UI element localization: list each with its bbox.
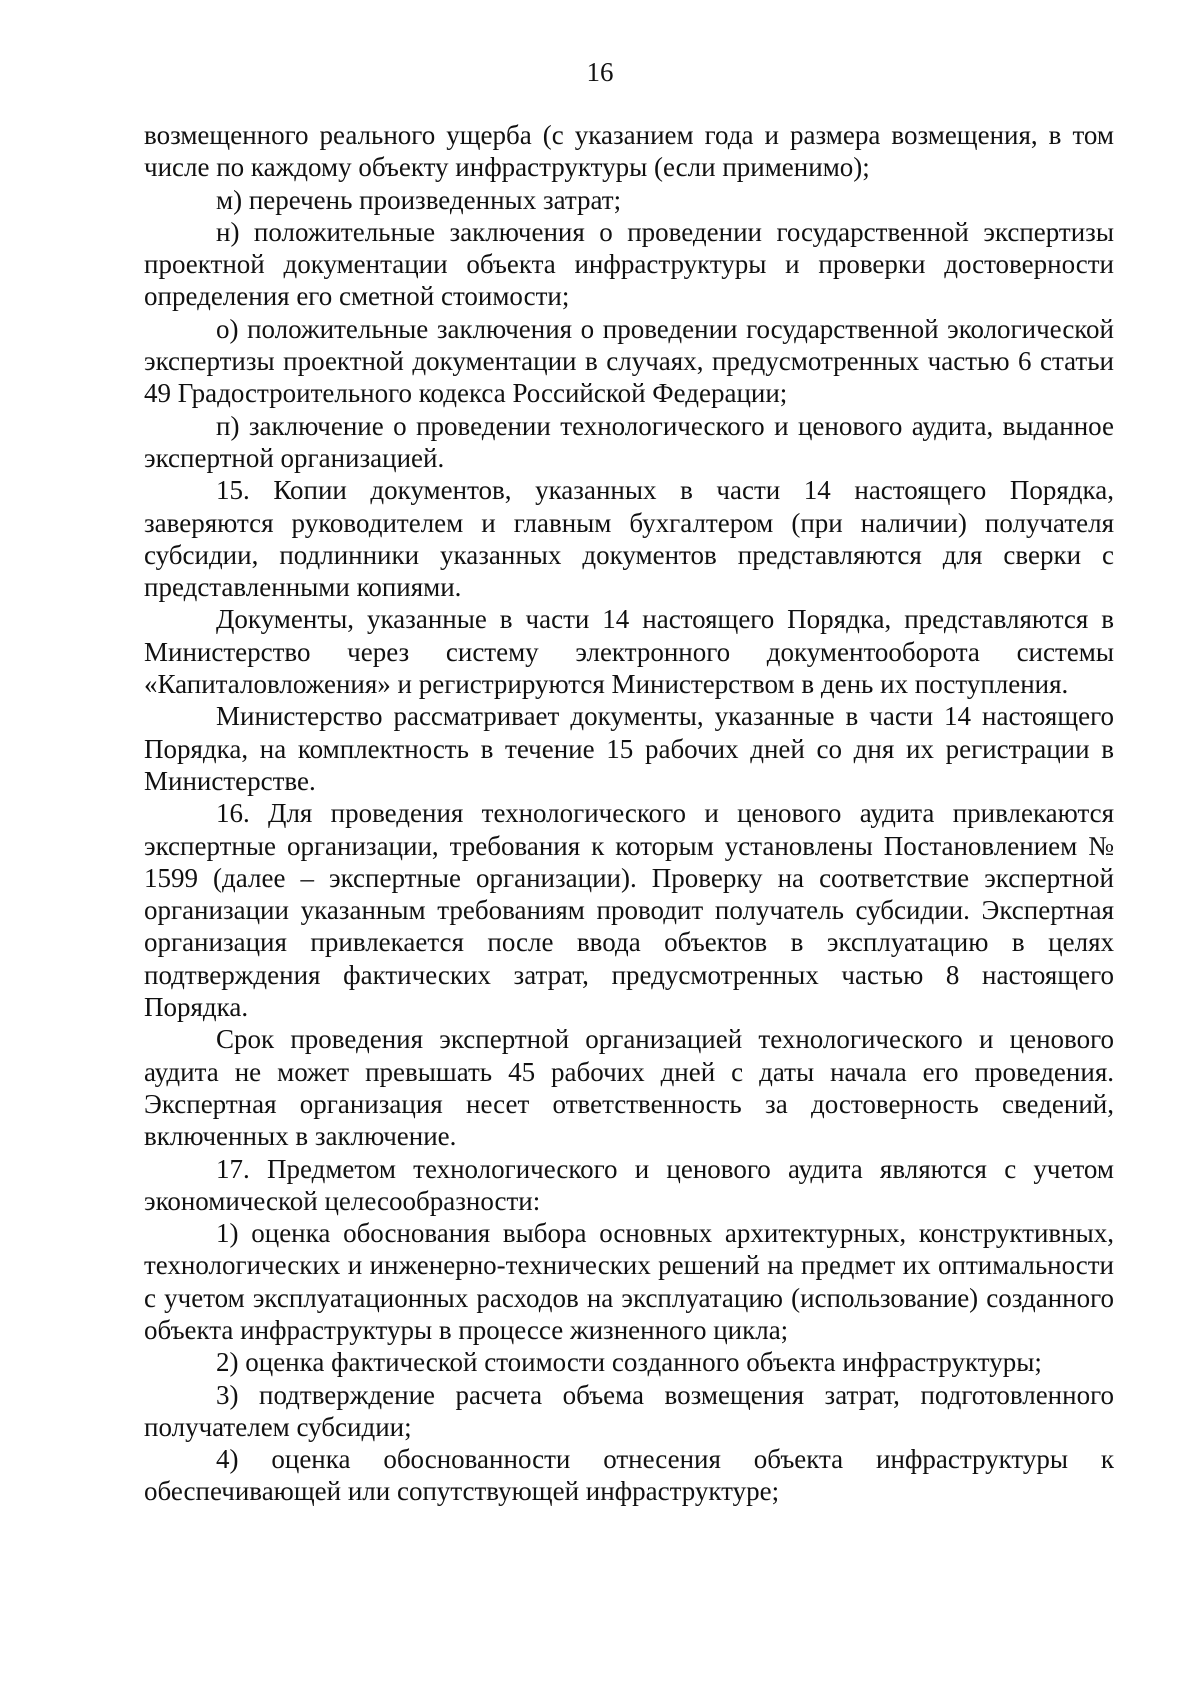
paragraph-audit-item-4: 4) оценка обоснованности отнесения объекта инфраструктуры к обеспечивающей или сопутствующей инфраструктуре; <box>144 1444 1114 1507</box>
paragraph-section-17: 17. Предметом технологического и ценового аудита являются с учетом экономической целесообразности: <box>144 1153 1114 1216</box>
paragraph-audit-item-1: 1) оценка обоснования выбора основных архитектурных, конструктивных, технологических и инженерно-технических решений на предмет их оптимальности с учетом эксплуатационных расходов на эксплуатацию (использование) созданного объекта инфраструктуры в процессе жизненного цикла; <box>144 1218 1114 1345</box>
page-number: 16 <box>586 57 614 87</box>
paragraph-ministry-review: Министерство рассматривает документы, указанные в части 14 настоящего Порядка, на комплектность в течение 15 рабочих дней со дня их регистрации в Министерстве. <box>144 701 1114 796</box>
paragraph-audit-term: Срок проведения экспертной организацией технологического и ценового аудита не может превышать 45 рабочих дней с даты начала его проведения. Экспертная организация несет ответственность за достоверность сведений, включенных в заключение. <box>144 1024 1114 1152</box>
document-body <box>144 119 1114 1508</box>
paragraph-item-o: о) положительные заключения о проведении государственной экологической экспертизы проектной документации в случаях, предусмотренных частью 6 статьи 49 Градостроительного кодекса Российской Федерации; <box>144 313 1114 409</box>
paragraph-section-15: 15. Копии документов, указанных в части 14 настоящего Порядка, заверяются руководителем и главным бухгалтером (при наличии) получателя субсидии, подлинники указанных документов представляются для сверки с представленными копиями. <box>144 475 1114 603</box>
paragraph-audit-item-3: 3) подтверждение расчета объема возмещения затрат, подготовленного получателем субсидии; <box>144 1379 1114 1442</box>
paragraph-item-m: м) перечень произведенных затрат; <box>216 184 622 215</box>
paragraph-item-p: п) заключение о проведении технологического и ценового аудита, выданное экспертной организацией. <box>144 410 1114 473</box>
paragraph-continuation: возмещенного реального ущерба (с указанием года и размера возмещения, в том числе по каждому объекту инфраструктуры (если применимо); <box>144 120 1114 183</box>
paragraph-documents-submission: Документы, указанные в части 14 настоящего Порядка, представляются в Министерство через систему электронного документооборота системы «Капиталовложения» и регистрируются Министерством в день их поступления. <box>144 604 1114 700</box>
paragraph-audit-item-2: 2) оценка фактической стоимости созданного объекта инфраструктуры; <box>216 1347 1042 1378</box>
paragraph-section-16: 16. Для проведения технологического и ценового аудита привлекаются экспертные организации, требования к которым установлены Постановлением № 1599 (далее – экспертные организации). Проверку на соответствие экспертной организации указанным требованиям проводит получатель субсидии. Экспертная организация привлекается после ввода объектов в эксплуатацию в целях подтверждения фактических затрат, предусмотренных частью 8 настоящего Порядка. <box>144 798 1114 1023</box>
paragraph-item-n: н) положительные заключения о проведении государственной экспертизы проектной документации объекта инфраструктуры и проверки достоверности определения его сметной стоимости; <box>144 216 1114 312</box>
